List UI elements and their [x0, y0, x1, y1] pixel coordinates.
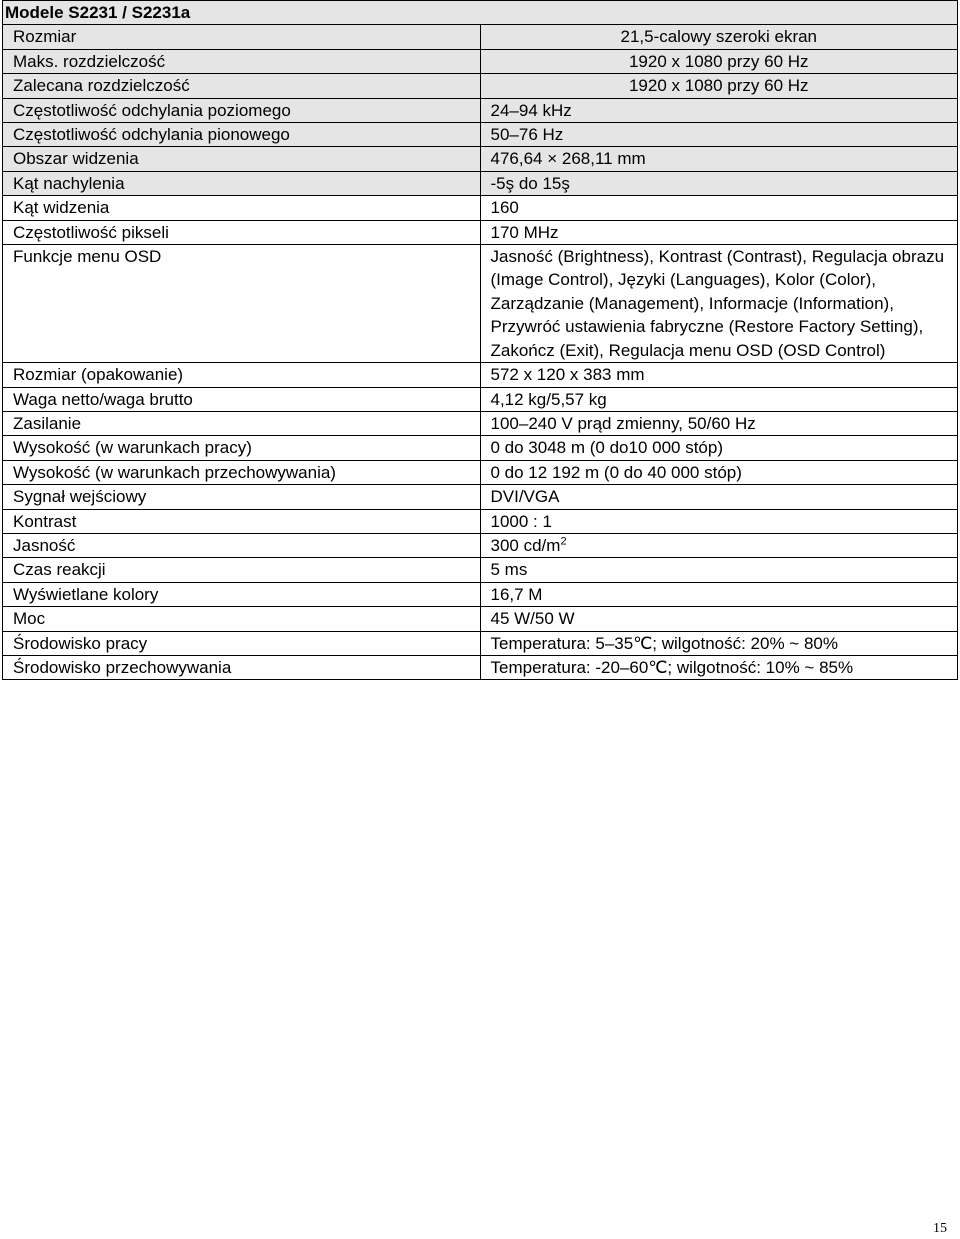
spec-value — [480, 196, 958, 220]
spec-label: Wyświetlane kolory — [3, 582, 481, 606]
spec-value — [480, 123, 958, 147]
spec-value-text: Temperatura: -20–60℃; wilgotność: 10% ~ 85% — [490, 657, 854, 677]
table-row — [3, 436, 958, 460]
spec-value — [480, 411, 958, 435]
table-row — [3, 655, 958, 679]
spec-label: Sygnał wejściowy — [3, 485, 481, 509]
table-row — [3, 509, 958, 533]
spec-value — [480, 558, 958, 582]
spec-label: Kontrast — [3, 509, 481, 533]
table-row — [3, 245, 958, 363]
spec-value — [480, 631, 958, 655]
spec-label: Zalecana rozdzielczość — [3, 74, 481, 98]
title-row — [3, 1, 958, 25]
spec-value-text: 4,12 kg/5,57 kg — [490, 389, 607, 409]
spec-label: Kąt nachylenia — [3, 171, 481, 195]
spec-table — [2, 0, 958, 680]
spec-label: Funkcje menu OSD — [3, 245, 481, 363]
table-row — [3, 533, 958, 557]
spec-value — [480, 171, 958, 195]
table-row — [3, 460, 958, 484]
spec-value — [480, 245, 958, 363]
spec-value-text: 0 do 12 192 m (0 do 40 000 stóp) — [490, 462, 742, 482]
spec-label: Czas reakcji — [3, 558, 481, 582]
spec-value — [480, 509, 958, 533]
spec-value — [480, 74, 958, 98]
spec-value-text: 24–94 kHz — [490, 100, 572, 120]
spec-value-text: Jasność (Brightness), Kontrast (Contrast), Regulacja obrazu (Image Control), Języki (Languages), Kolor (Color), Zarządzanie (Management), Informacje (Information), Przywróć ustawienia fabryczne (Restore Factory Setting), Zakończ (Exit), Regulacja menu OSD (OSD Control) — [490, 247, 945, 360]
spec-label: Waga netto/waga brutto — [3, 387, 481, 411]
spec-value — [480, 363, 958, 387]
spec-value-text: 572 x 120 x 383 mm — [490, 365, 645, 385]
spec-label: Zasilanie — [3, 411, 481, 435]
spec-value-text: -5ş do 15ş — [490, 173, 570, 193]
spec-table-body — [3, 1, 958, 680]
spec-value-text: 170 MHz — [490, 222, 559, 242]
table-title: Modele S2231 / S2231a — [3, 1, 958, 25]
spec-label: Wysokość (w warunkach pracy) — [3, 436, 481, 460]
table-row — [3, 123, 958, 147]
spec-label: Wysokość (w warunkach przechowywania) — [3, 460, 481, 484]
spec-value — [480, 25, 958, 49]
spec-label: Częstotliwość odchylania pionowego — [3, 123, 481, 147]
spec-value — [480, 533, 958, 557]
table-row — [3, 147, 958, 171]
spec-value-text: 1920 x 1080 przy 60 Hz — [628, 76, 809, 96]
table-row — [3, 411, 958, 435]
spec-value — [480, 582, 958, 606]
spec-value-text: 1000 : 1 — [490, 511, 552, 531]
table-row — [3, 631, 958, 655]
spec-value-text: Temperatura: 5–35℃; wilgotność: 20% ~ 80% — [490, 633, 838, 653]
table-row — [3, 220, 958, 244]
spec-label: Rozmiar (opakowanie) — [3, 363, 481, 387]
table-row — [3, 49, 958, 73]
spec-label: Częstotliwość odchylania poziomego — [3, 98, 481, 122]
table-row — [3, 74, 958, 98]
page-number: 15 — [933, 1221, 947, 1236]
spec-label: Środowisko pracy — [3, 631, 481, 655]
spec-label: Obszar widzenia — [3, 147, 481, 171]
table-row — [3, 607, 958, 631]
spec-value — [480, 436, 958, 460]
table-row — [3, 98, 958, 122]
spec-value-text: 100–240 V prąd zmienny, 50/60 Hz — [490, 413, 756, 433]
spec-label: Rozmiar — [3, 25, 481, 49]
table-row — [3, 25, 958, 49]
spec-value-text: 160 — [490, 198, 519, 218]
spec-value — [480, 387, 958, 411]
spec-value — [480, 98, 958, 122]
spec-label: Maks. rozdzielczość — [3, 49, 481, 73]
spec-value-text: 5 ms — [490, 560, 528, 580]
spec-value — [480, 460, 958, 484]
spec-label: Częstotliwość pikseli — [3, 220, 481, 244]
spec-value-text: 476,64 × 268,11 mm — [490, 149, 646, 169]
spec-label: Środowisko przechowywania — [3, 655, 481, 679]
spec-value-text: 50–76 Hz — [490, 125, 564, 145]
spec-label: Jasność — [3, 533, 481, 557]
spec-value — [480, 220, 958, 244]
spec-value-text: 21,5-calowy szeroki ekran — [620, 27, 818, 47]
spec-value — [480, 147, 958, 171]
table-row — [3, 485, 958, 509]
spec-value-text: 1920 x 1080 przy 60 Hz — [628, 51, 809, 71]
spec-value-text: 16,7 M — [490, 584, 543, 604]
table-row — [3, 387, 958, 411]
spec-value-superscript: 2 — [560, 535, 567, 548]
spec-value-text: 45 W/50 W — [490, 609, 575, 629]
spec-value-text: DVI/VGA — [490, 487, 560, 507]
table-row — [3, 582, 958, 606]
spec-value — [480, 655, 958, 679]
table-row — [3, 171, 958, 195]
spec-value-text: 0 do 3048 m (0 do10 000 stóp) — [490, 438, 723, 458]
spec-label: Kąt widzenia — [3, 196, 481, 220]
spec-value — [480, 485, 958, 509]
table-row — [3, 196, 958, 220]
spec-value — [480, 49, 958, 73]
spec-value — [480, 607, 958, 631]
spec-value-text: 300 cd/m — [490, 535, 561, 555]
spec-label: Moc — [3, 607, 481, 631]
table-row — [3, 558, 958, 582]
table-row — [3, 363, 958, 387]
